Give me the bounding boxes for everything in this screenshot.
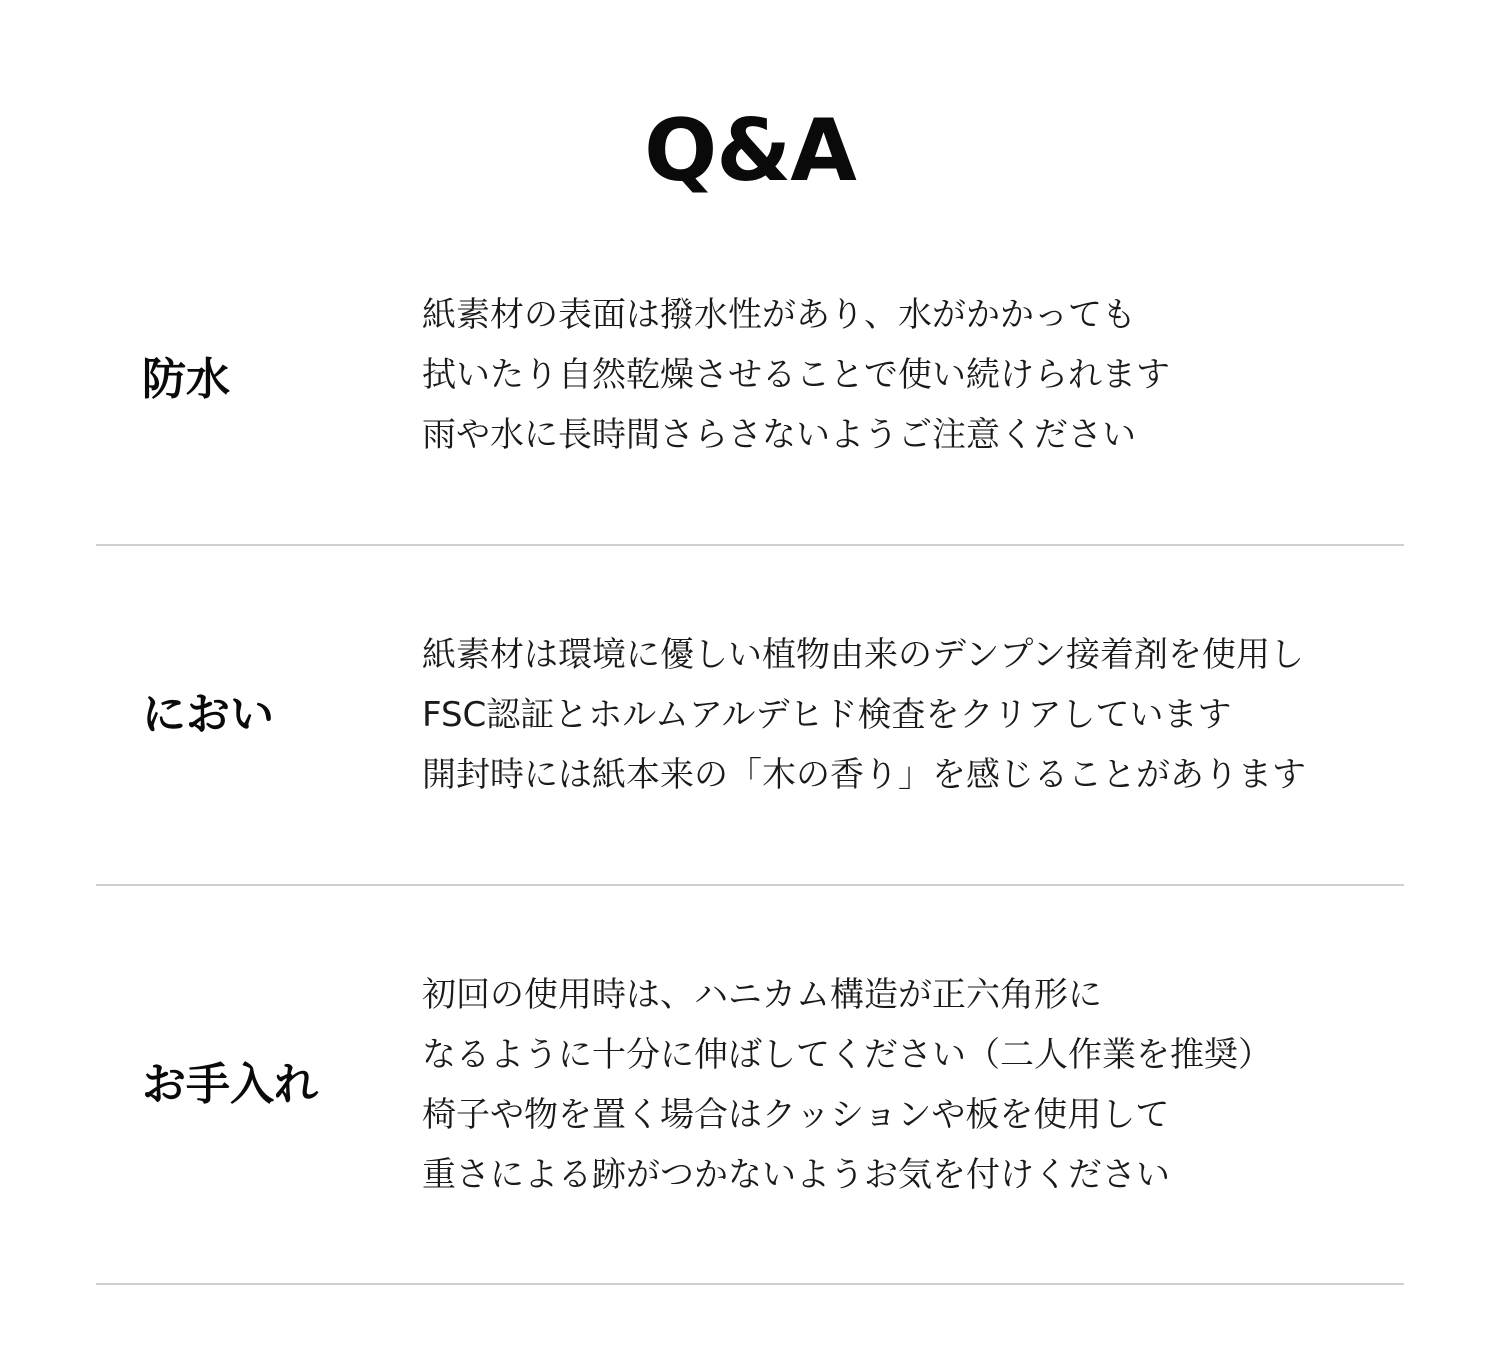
qa-answer-line: 紙素材は環境に優しい植物由来のデンプン接着剤を使用し [422,635,1304,675]
section-divider [96,884,1404,886]
qa-answer-line: 拭いたり自然乾燥させることで使い続けられます [422,355,1170,395]
qa-item-smell [96,625,1404,805]
qa-item-waterproof [96,285,1404,465]
qa-answer-line: 開封時には紙本来の「木の香り」を感じることがあります [422,755,1306,795]
page-title: Q&A [644,101,856,201]
qa-heading: におい [142,689,274,740]
qa-answer-line: 椅子や物を置く場合はクッションや板を使用して [422,1095,1170,1135]
qa-answer-line: なるように十分に伸ばしてください（二人作業を推奨） [422,1035,1272,1075]
qa-heading: 防水 [142,354,230,405]
qa-answer-line: 雨や水に長時間さらさないようご注意ください [422,415,1136,455]
qa-answer [422,285,1382,465]
qa-answer [422,625,1382,805]
qa-answer [422,965,1382,1205]
qa-item-care [96,965,1404,1205]
qa-answer-line: 紙素材の表面は撥水性があり、水がかかっても [422,295,1136,335]
qa-answer-line: 初回の使用時は、ハニカム構造が正六角形に [422,975,1102,1015]
section-divider [96,1283,1404,1285]
qa-answer-line: FSC認証とホルムアルデヒド検査をクリアしています [422,695,1232,735]
qa-heading: お手入れ [142,1059,318,1110]
section-divider [96,544,1404,546]
qa-answer-line: 重さによる跡がつかないようお気を付けください [422,1155,1170,1195]
